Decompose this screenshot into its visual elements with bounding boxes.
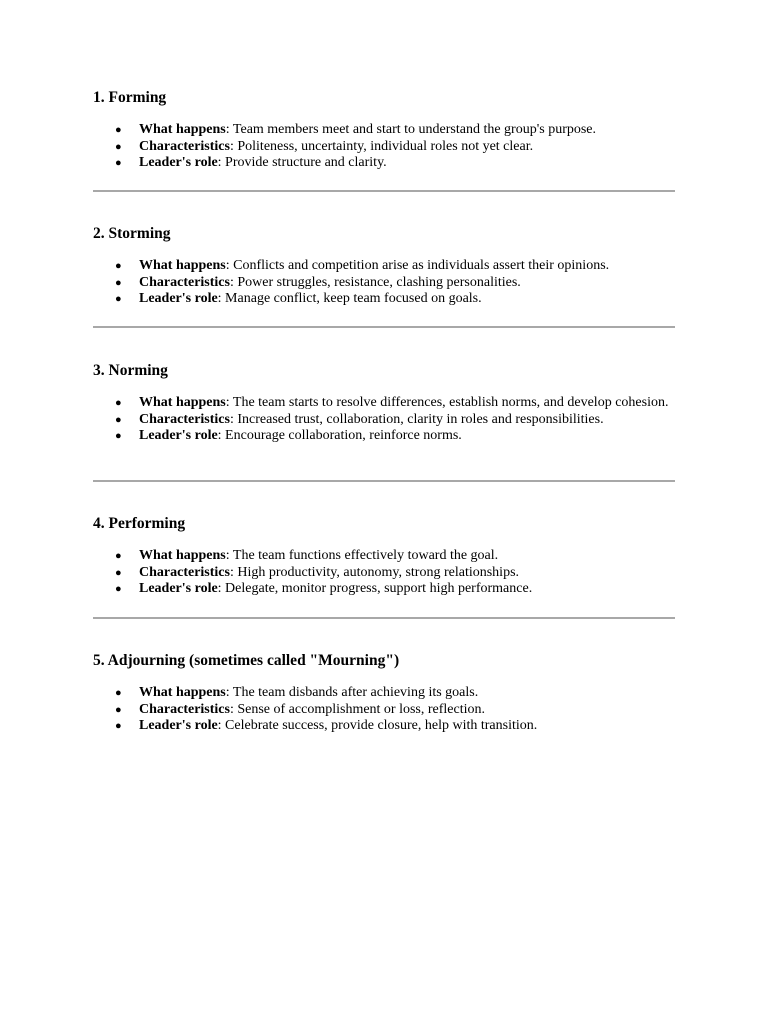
list-item [93, 718, 675, 735]
list-item [93, 395, 675, 412]
section-divider [93, 617, 675, 619]
bullet-list [93, 122, 675, 172]
list-item [93, 258, 675, 275]
bullet-list [93, 395, 675, 445]
item-term: What happens [139, 258, 226, 273]
bullet-icon: ● [115, 397, 122, 409]
list-item [93, 581, 675, 598]
bullet-icon: ● [115, 124, 122, 136]
item-term: What happens [139, 548, 226, 563]
list-item [93, 548, 675, 565]
item-text: : Provide structure and clarity. [217, 155, 387, 170]
section-storming [93, 224, 675, 308]
item-text: : The team disbands after achieving its goals. [225, 685, 479, 700]
section-norming [93, 361, 675, 445]
item-text: : Politeness, uncertainty, individual roles not yet clear. [229, 138, 534, 154]
section-divider [93, 190, 675, 192]
item-text: : Conflicts and competition arise as individuals assert their opinions. [225, 258, 610, 273]
bullet-icon: ● [115, 703, 122, 716]
list-item [93, 291, 675, 308]
bullet-list [93, 258, 675, 308]
list-item [93, 428, 675, 445]
item-term: Characteristics [139, 138, 230, 154]
list-item [93, 139, 675, 156]
bullet-icon: ● [115, 413, 122, 426]
item-term: Leader's role [139, 155, 218, 170]
section-heading: 3. Norming [93, 362, 168, 379]
item-text: : Power struggles, resistance, clashing personalities. [229, 274, 521, 290]
item-term: Characteristics [139, 411, 230, 427]
section-heading: 5. Adjourning (sometimes called "Mourning") [93, 652, 400, 669]
item-text: : Sense of accomplishment or loss, reflection. [229, 701, 486, 717]
item-term: What happens [139, 122, 226, 137]
item-term: Leader's role [139, 581, 218, 596]
item-text: : Encourage collaboration, reinforce norms. [217, 428, 462, 443]
item-text: : Increased trust, collaboration, clarity in roles and responsibilities. [229, 411, 604, 427]
section-divider [93, 480, 675, 482]
section-heading: 4. Performing [93, 515, 186, 532]
section-performing [93, 514, 675, 598]
item-text: : Manage conflict, keep team focused on goals. [217, 291, 482, 306]
bullet-icon: ● [115, 550, 122, 562]
bullet-icon: ● [115, 276, 122, 289]
section-forming [93, 88, 675, 172]
bullet-icon: ● [115, 720, 122, 732]
section-heading: 2. Storming [93, 225, 171, 242]
bullet-icon: ● [115, 157, 122, 169]
list-item [93, 275, 675, 292]
bullet-list [93, 685, 675, 735]
bullet-icon: ● [115, 260, 122, 272]
list-item [93, 685, 675, 702]
item-term: Characteristics [139, 564, 230, 580]
bullet-icon: ● [115, 430, 122, 442]
section-adjourning [93, 651, 675, 735]
bullet-icon: ● [115, 140, 122, 153]
item-term: What happens [139, 685, 226, 700]
bullet-list [93, 548, 675, 598]
item-text: : Delegate, monitor progress, support high performance. [217, 581, 533, 596]
list-item [93, 122, 675, 139]
item-text: : The team starts to resolve differences, establish norms, and develop cohesion. [225, 395, 669, 410]
list-item [93, 412, 675, 429]
list-item [93, 565, 675, 582]
item-term: Leader's role [139, 428, 218, 443]
item-term: Characteristics [139, 701, 230, 717]
item-text: : Celebrate success, provide closure, help with transition. [217, 718, 538, 733]
section-heading: 1. Forming [93, 89, 167, 106]
item-term: Leader's role [139, 718, 218, 733]
bullet-icon: ● [115, 687, 122, 699]
item-text: : The team functions effectively toward the goal. [225, 548, 499, 563]
list-item [93, 155, 675, 172]
bullet-icon: ● [115, 583, 122, 595]
item-term: Characteristics [139, 274, 230, 290]
item-term: Leader's role [139, 291, 218, 306]
bullet-icon: ● [115, 293, 122, 305]
section-divider [93, 326, 675, 328]
bullet-icon: ● [115, 566, 122, 579]
list-item [93, 702, 675, 719]
item-text: : Team members meet and start to understand the group's purpose. [225, 122, 597, 137]
item-term: What happens [139, 395, 226, 410]
item-text: : High productivity, autonomy, strong relationships. [229, 564, 520, 580]
